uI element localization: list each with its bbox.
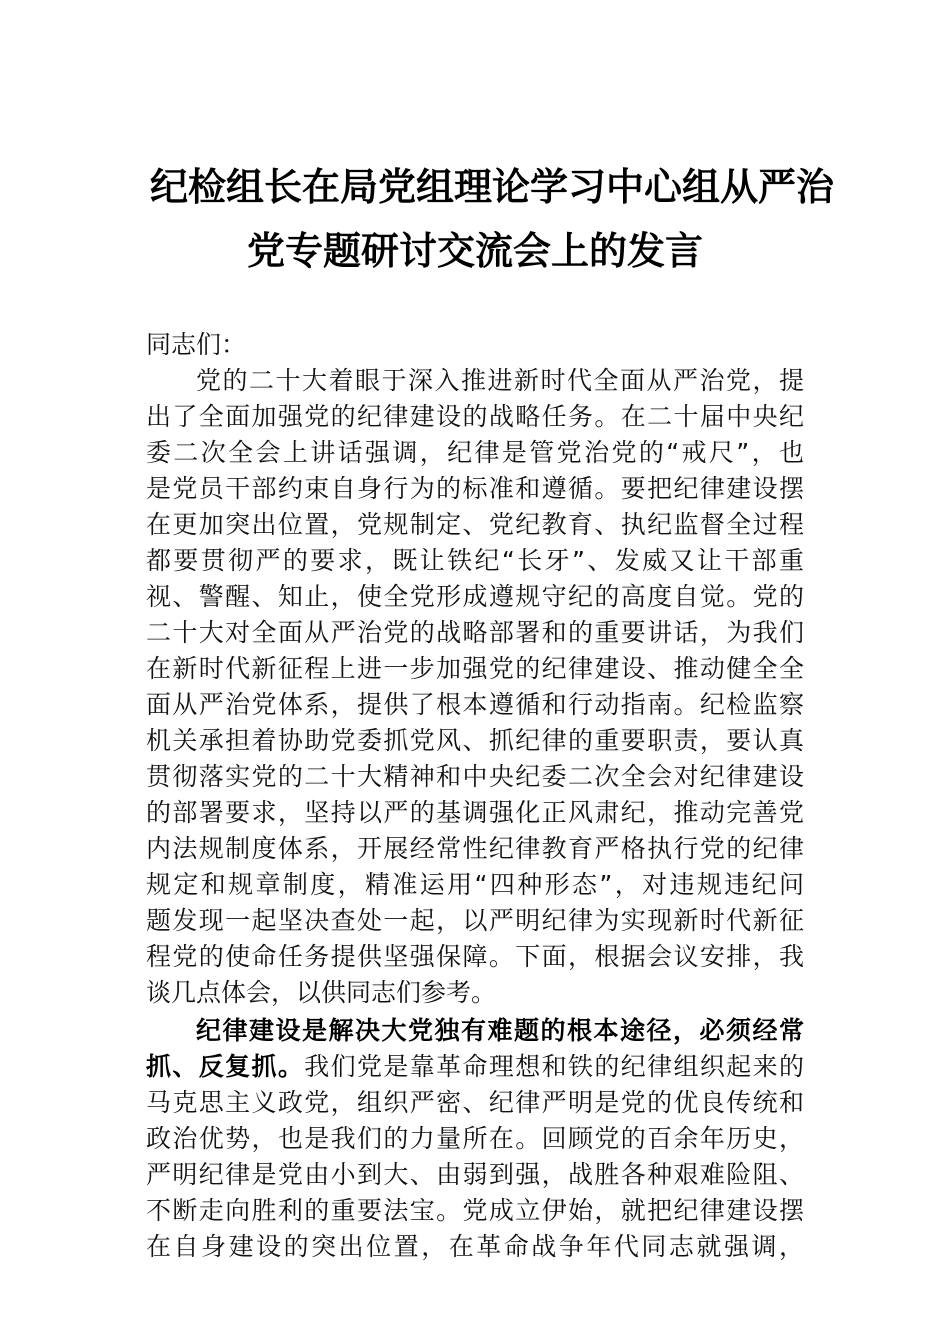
paragraph-1-line: 规定和规章制度，精准运用“四种形态”，对违规违纪问	[146, 870, 804, 899]
paragraph-1-line: 内法规制度体系，开展经常性纪律教育严格执行党的纪律	[146, 834, 804, 863]
paragraph-1-line: 程党的使命任务提供坚强保障。下面，根据会议安排，我	[146, 942, 804, 971]
paragraph-2-text: 我们党是靠革命理想和铁的纪律组织起来的	[304, 1052, 804, 1081]
document-title-line-2: 党专题研讨交流会上的发言	[246, 228, 703, 273]
paragraph-1-line: 面从严治党体系，提供了根本遵循和行动指南。纪检监察	[146, 690, 804, 719]
paragraph-1-line: 在新时代新征程上进一步加强党的纪律建设、推动健全全	[146, 654, 804, 683]
paragraph-1-line: 题发现一起坚决查处一起，以严明纪律为实现新时代新征	[146, 906, 804, 935]
paragraph-1-line: 贯彻落实党的二十大精神和中央纪委二次全会对纪律建设	[146, 762, 804, 791]
paragraph-1-line: 出了全面加强党的纪律建设的战略任务。在二十届中央纪	[146, 402, 804, 431]
paragraph-1-line: 的部署要求，坚持以严的基调强化正风肃纪，推动完善党	[146, 798, 804, 827]
paragraph-1-line: 二十大对全面从严治党的战略部署和的重要讲话，为我们	[146, 618, 804, 647]
paragraph-2-heading: 纪律建设是解决大党独有难题的根本途径，必须经常	[196, 1016, 804, 1045]
paragraph-1-line: 机关承担着协助党委抓党风、抓纪律的重要职责，要认真	[146, 726, 804, 755]
paragraph-2-heading-end: 抓、反复抓。	[146, 1052, 305, 1081]
document-title-line-1: 纪检组长在局党组理论学习中心组从严治	[150, 164, 835, 209]
paragraph-1-line: 谈几点体会，以供同志们参考。	[146, 978, 497, 1007]
paragraph-1-line: 视、警醒、知止，使全党形成遵规守纪的高度自觉。党的	[146, 582, 804, 611]
paragraph-1-line: 委二次全会上讲话强调，纪律是管党治党的“戒尺”，也	[146, 438, 804, 467]
paragraph-1-line: 都要贯彻严的要求，既让铁纪“长牙”、发威又让干部重	[146, 546, 804, 575]
paragraph-2-line	[196, 1016, 804, 1046]
paragraph-2-line: 政治优势，也是我们的力量所在。回顾党的百余年历史，	[146, 1124, 804, 1153]
paragraph-1-line: 在更加突出位置，党规制定、党纪教育、执纪监督全过程	[146, 510, 804, 539]
paragraph-1-line: 党的二十大着眼于深入推进新时代全面从严治党，提	[196, 366, 804, 395]
paragraph-2-line: 不断走向胜利的重要法宝。党成立伊始，就把纪律建设摆	[146, 1196, 804, 1225]
salutation: 同志们：	[146, 330, 247, 359]
paragraph-1-line: 是党员干部约束自身行为的标准和遵循。要把纪律建设摆	[146, 474, 804, 503]
paragraph-2-line: 马克思主义政党，组织严密、纪律严明是党的优良传统和	[146, 1088, 804, 1117]
paragraph-2-line	[146, 1052, 804, 1082]
paragraph-2-line: 严明纪律是党由小到大、由弱到强，战胜各种艰难险阻、	[146, 1160, 804, 1189]
paragraph-2-line: 在自身建设的突出位置，在革命战争年代同志就强调，	[146, 1232, 804, 1261]
